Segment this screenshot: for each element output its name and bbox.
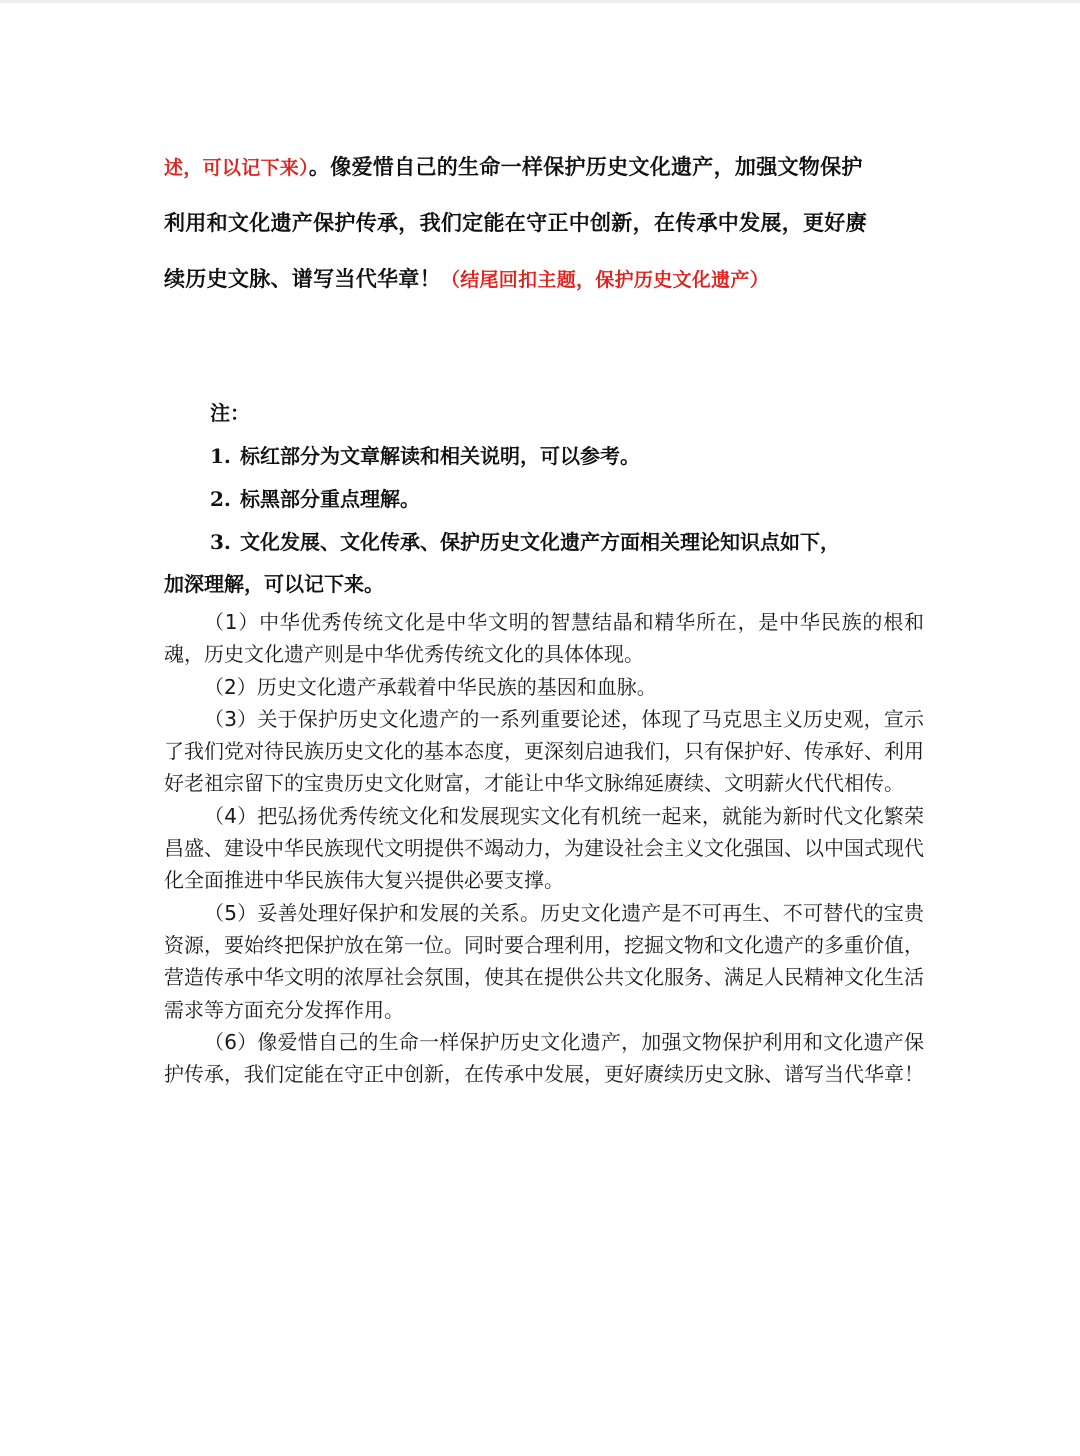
note-text: 标黑部分重点理解。: [240, 487, 420, 511]
note-item-2: [164, 478, 924, 521]
closing-text-2: 利用和文化遗产保护传承，我们定能在守正中创新，在传承中发展，更好赓: [164, 211, 867, 235]
note-text: 标红部分为文章解读和相关说明，可以参考。: [240, 444, 640, 468]
note-number: 1.: [210, 444, 231, 468]
note-item-3: [164, 521, 924, 564]
closing-line-2: [164, 195, 924, 251]
theory-point-3: （3）关于保护历史文化遗产的一系列重要论述，体现了马克思主义历史观，宣示了我们党对待民族历史文化的基本态度，更深刻启迪我们，只有保护好、传承好、利用好老祖宗留下的宝贵历史文化财富，才能让中华文脉绵延赓续、文明薪火代代相传。: [164, 706, 924, 796]
note-item-1: [164, 435, 924, 478]
theory-point-6: （6）像爱惜自己的生命一样保护历史文化遗产，加强文物保护利用和文化遗产保护传承，我们定能在守正中创新，在传承中发展，更好赓续历史文脉、谱写当代华章！: [164, 1029, 924, 1087]
closing-text-3: 续历史文脉、谱写当代华章！: [164, 267, 441, 291]
closing-line-1: [164, 139, 924, 195]
red-annotation-ending: （结尾回扣主题，保护历史文化遗产）: [440, 269, 770, 291]
closing-text-1: 。像爱惜自己的生命一样保护历史文化遗产，加强文物保护: [308, 155, 863, 179]
note-number: 3.: [210, 530, 231, 554]
theory-point-5: （5）妥善处理好保护和发展的关系。历史文化遗产是不可再生、不可替代的宝贵资源，要始终把保护放在第一位。同时要合理利用，挖掘文物和文化遗产的多重价值，营造传承中华文明的浓厚社会氛围，使其在提供公共文化服务、满足人民精神文化生活需求等方面充分发挥作用。: [164, 900, 924, 1022]
notes-section: [164, 391, 924, 604]
theory-point-4: （4）把弘扬优秀传统文化和发展现实文化有机统一起来，就能为新时代文化繁荣昌盛、建设中华民族现代文明提供不竭动力，为建设社会主义文化强国、以中国式现代化全面推进中华民族伟大复兴提供必要支撑。: [164, 803, 924, 893]
closing-paragraph: [164, 139, 924, 307]
theory-points: [164, 606, 924, 1090]
note-text: 文化发展、文化传承、保护历史文化遗产方面相关理论知识点如下，: [240, 530, 840, 554]
note-item-3-continuation: 加深理解，可以记下来。: [164, 572, 384, 596]
note-number: 2.: [210, 487, 231, 511]
red-annotation-tail: 述，可以记下来）: [164, 157, 309, 179]
theory-point-2: （2）历史文化遗产承载着中华民族的基因和血脉。: [204, 674, 657, 699]
theory-point-1: （1）中华优秀传统文化是中华文明的智慧结晶和精华所在，是中华民族的根和魂，历史文化遗产则是中华优秀传统文化的具体体现。: [164, 610, 924, 667]
closing-line-3: [164, 251, 924, 307]
notes-heading: 注：: [210, 401, 250, 425]
